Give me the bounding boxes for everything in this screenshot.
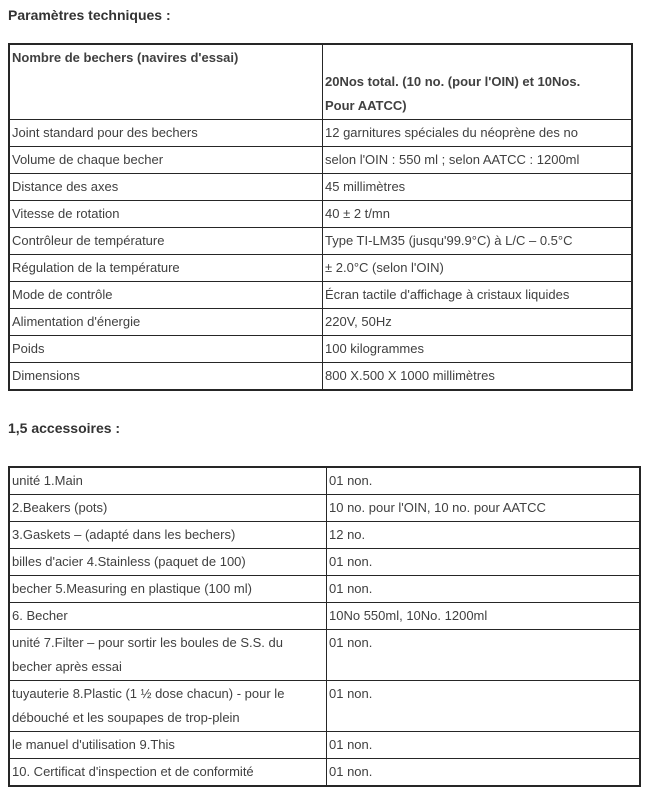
row-label-cell: 2.Beakers (pots): [9, 495, 327, 522]
row-label-cell: Distance des axes: [9, 174, 323, 201]
row-value-cell: Écran tactile d'affichage à cristaux liquides: [323, 282, 633, 309]
header-value-line1: 20Nos total. (10 no. (pour l'OIN) et 10Nos.: [325, 74, 581, 89]
table-row: [9, 309, 632, 336]
row-value-cell: selon l'OIN : 550 ml ; selon AATCC : 1200ml: [323, 147, 633, 174]
table-row: [9, 201, 632, 228]
row-label-cell: Mode de contrôle: [9, 282, 323, 309]
table-row: [9, 732, 640, 759]
table-row: [9, 522, 640, 549]
table-row: [9, 759, 640, 787]
table-row: [9, 603, 640, 630]
row-label-cell: Volume de chaque becher: [9, 147, 323, 174]
row-label-cell: Poids: [9, 336, 323, 363]
row-value-cell: 01 non.: [327, 732, 641, 759]
row-value-cell: 01 non.: [327, 467, 641, 495]
row-label-cell: tuyauterie 8.Plastic (1 ½ dose chacun) - pour le débouché et les soupapes de trop-plein: [9, 681, 327, 732]
row-value-cell: 45 millimètres: [323, 174, 633, 201]
row-value-cell: 40 ± 2 t/mn: [323, 201, 633, 228]
row-value-cell: 01 non.: [327, 576, 641, 603]
table-row: [9, 681, 640, 732]
row-label-cell: billes d'acier 4.Stainless (paquet de 100): [9, 549, 327, 576]
section-title-technical-parameters: Paramètres techniques :: [8, 7, 171, 23]
row-value-cell: 220V, 50Hz: [323, 309, 633, 336]
param-value-header-cell: [323, 44, 633, 120]
technical-parameters-table-body: [9, 44, 632, 390]
table-row: [9, 549, 640, 576]
row-label-cell: unité 7.Filter – pour sortir les boules de S.S. du becher après essai: [9, 630, 327, 681]
row-label-cell: 6. Becher: [9, 603, 327, 630]
row-label-cell: Alimentation d'énergie: [9, 309, 323, 336]
row-label-cell: unité 1.Main: [9, 467, 327, 495]
row-value-cell: 12 no.: [327, 522, 641, 549]
section-title-accessories: 1,5 accessoires :: [8, 420, 121, 436]
param-name-header-cell: Nombre de bechers (navires d'essai): [9, 44, 323, 120]
row-label-cell: le manuel d'utilisation 9.This: [9, 732, 327, 759]
row-label-cell: 3.Gaskets – (adapté dans les bechers): [9, 522, 327, 549]
table-row: [9, 282, 632, 309]
table-row: [9, 576, 640, 603]
header-value-line2: Pour AATCC): [325, 98, 407, 113]
row-value-cell: 800 X.500 X 1000 millimètres: [323, 363, 633, 391]
row-label-cell: Joint standard pour des bechers: [9, 120, 323, 147]
accessories-table: [8, 466, 641, 787]
row-value-cell: 10No 550ml, 10No. 1200ml: [327, 603, 641, 630]
row-value-cell: 12 garnitures spéciales du néoprène des no: [323, 120, 633, 147]
row-label-cell: Régulation de la température: [9, 255, 323, 282]
table-row: [9, 174, 632, 201]
table-row: [9, 467, 640, 495]
table-row: [9, 336, 632, 363]
row-value-cell: 01 non.: [327, 549, 641, 576]
row-label-cell: 10. Certificat d'inspection et de conformité: [9, 759, 327, 787]
table-row: [9, 630, 640, 681]
table-row: [9, 228, 632, 255]
table-header-row: [9, 44, 632, 120]
table-row: [9, 495, 640, 522]
row-value-cell: 10 no. pour l'OIN, 10 no. pour AATCC: [327, 495, 641, 522]
row-label-cell: Dimensions: [9, 363, 323, 391]
table-row: [9, 255, 632, 282]
row-label-cell: Contrôleur de température: [9, 228, 323, 255]
row-value-cell: Type TI-LM35 (jusqu'99.9°C) à L/C – 0.5°C: [323, 228, 633, 255]
table-row: [9, 147, 632, 174]
blank-line: [325, 46, 629, 70]
row-value-cell: ± 2.0°C (selon l'OIN): [323, 255, 633, 282]
table-row: [9, 363, 632, 391]
row-value-cell: 01 non.: [327, 759, 641, 787]
technical-parameters-table: [8, 43, 633, 391]
table-row: [9, 120, 632, 147]
row-label-cell: becher 5.Measuring en plastique (100 ml): [9, 576, 327, 603]
accessories-table-body: [9, 467, 640, 786]
row-value-cell: 01 non.: [327, 681, 641, 732]
row-value-cell: 100 kilogrammes: [323, 336, 633, 363]
row-label-cell: Vitesse de rotation: [9, 201, 323, 228]
row-value-cell: 01 non.: [327, 630, 641, 681]
